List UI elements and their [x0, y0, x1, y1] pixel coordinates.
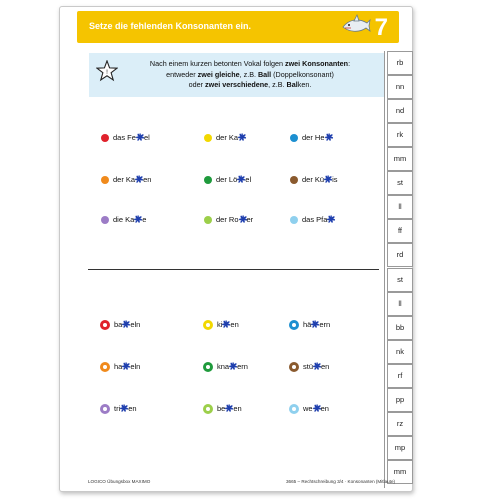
header-title: Setze die fehlenden Konsonanten ein.	[89, 21, 252, 31]
answer-tab[interactable]: nn	[387, 75, 413, 99]
color-ring	[289, 362, 299, 372]
ink-splat-icon	[324, 132, 334, 142]
answer-tab[interactable]: rb	[387, 51, 413, 75]
answer-tab[interactable]: ll	[387, 195, 413, 219]
word-item: die Ka e	[113, 215, 147, 224]
word-item: der Kü is	[302, 175, 338, 184]
color-ring	[203, 362, 213, 372]
exercise-number: 7	[374, 14, 388, 41]
color-dot	[290, 216, 298, 224]
answer-tab[interactable]: mp	[387, 436, 413, 460]
color-dot	[101, 216, 109, 224]
footer-left: LOGICO Übungsbox MAXIMO	[88, 479, 151, 484]
answer-tab[interactable]: st	[387, 268, 413, 292]
word-item: hä ern	[303, 320, 331, 329]
word-item: der Ka en	[113, 175, 152, 184]
color-ring	[100, 320, 110, 330]
answer-tab[interactable]: mm	[387, 147, 413, 171]
answer-tab[interactable]: mm	[387, 460, 413, 484]
answer-tab[interactable]: st	[387, 171, 413, 195]
svg-text:!: !	[106, 68, 108, 76]
answer-tab[interactable]: rd	[387, 243, 413, 267]
word-item: der Lö el	[216, 175, 252, 184]
color-dot	[204, 176, 212, 184]
word-item: das Pfa	[302, 214, 335, 224]
color-ring	[289, 404, 299, 414]
color-ring	[100, 404, 110, 414]
answer-tabs-column	[384, 51, 413, 488]
color-dot	[204, 134, 212, 142]
word-item: tri en	[114, 404, 137, 413]
color-ring	[203, 404, 213, 414]
word-item: der He	[302, 132, 333, 142]
answer-tab[interactable]: rf	[387, 364, 413, 388]
footer-right: 3665 – Rechtschreibung 3/4 · Konsonanten (Mitlaute)	[286, 479, 396, 484]
answer-tab[interactable]: ll	[387, 292, 413, 316]
word-item: ba eln	[114, 320, 141, 329]
word-item: ha eln	[114, 362, 141, 371]
word-item: ki en	[217, 320, 239, 329]
word-item: we en	[303, 404, 329, 413]
ink-splat-icon	[326, 214, 336, 224]
color-dot	[204, 216, 212, 224]
shark-mascot-icon	[341, 13, 371, 37]
word-item: der Ka	[216, 132, 246, 142]
color-ring	[100, 362, 110, 372]
word-item: der Ro er	[216, 215, 254, 224]
color-dot	[101, 134, 109, 142]
answer-tab[interactable]: rz	[387, 412, 413, 436]
answer-tab[interactable]: rk	[387, 123, 413, 147]
answer-tab[interactable]: pp	[387, 388, 413, 412]
color-dot	[101, 176, 109, 184]
worksheet-card	[59, 6, 413, 492]
star-icon	[96, 60, 118, 82]
color-dot	[290, 134, 298, 142]
word-item: das Fe el	[113, 133, 150, 142]
rule-info-box	[89, 53, 385, 97]
color-ring	[203, 320, 213, 330]
header-bar	[77, 11, 399, 43]
word-item: kna ern	[217, 362, 248, 371]
section-divider	[88, 269, 379, 270]
answer-tab[interactable]: nd	[387, 99, 413, 123]
answer-tab[interactable]: nk	[387, 340, 413, 364]
word-item: stü en	[303, 362, 330, 371]
ink-splat-icon	[237, 132, 247, 142]
color-ring	[289, 320, 299, 330]
answer-tab[interactable]: ff	[387, 219, 413, 243]
color-dot	[290, 176, 298, 184]
rule-text: Nach einem kurzen betonten Vokal folgen zwei Konsonanten: entweder zwei gleiche, z.B. Ball (Doppelkonsonant) oder zwei verschiedene, z.B. Balken.	[149, 59, 351, 89]
answer-tab[interactable]: bb	[387, 316, 413, 340]
word-item: be en	[217, 404, 242, 413]
